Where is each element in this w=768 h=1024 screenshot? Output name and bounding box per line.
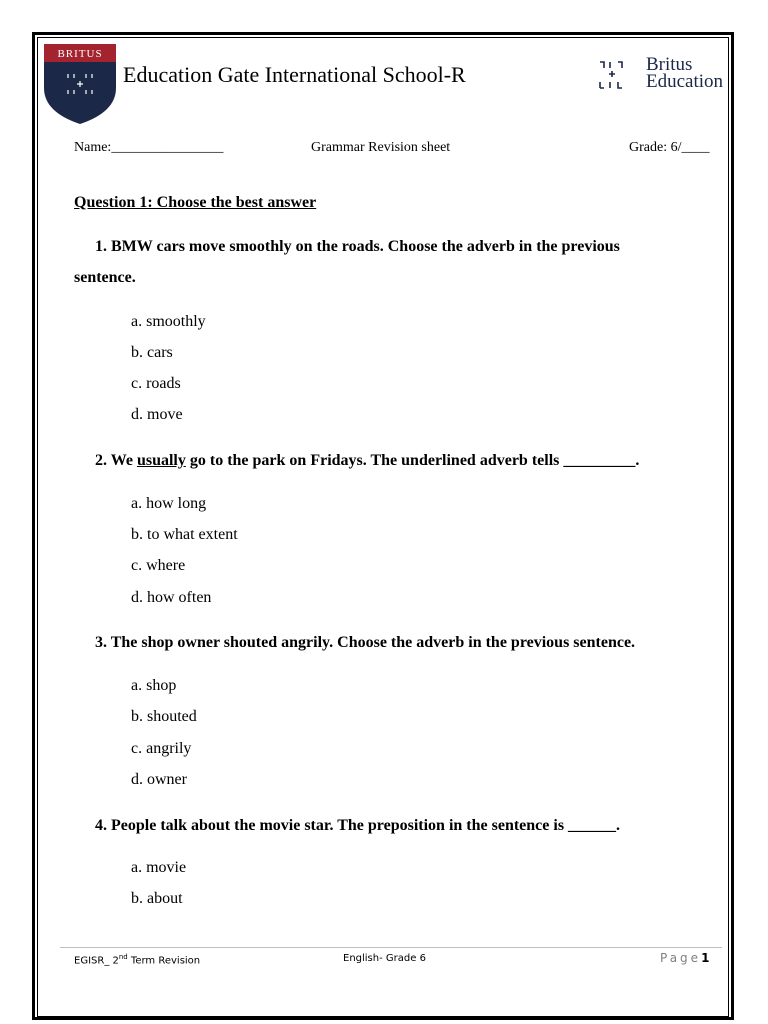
- school-name: Education Gate International School-R: [123, 62, 466, 87]
- brand-line-britus: Britus: [646, 54, 693, 75]
- q1-option-c: c. roads: [131, 375, 181, 392]
- footer-divider: [60, 947, 722, 948]
- question-2-prefix: 2. We: [95, 452, 137, 469]
- school-crest-logo: [44, 44, 116, 124]
- question-2: [95, 452, 639, 470]
- q1-option-a: a. smoothly: [131, 313, 206, 330]
- name-blank: ________________: [111, 140, 224, 155]
- britus-mark-icon: [596, 58, 638, 92]
- footer-page-indicator: [660, 951, 709, 965]
- q3-option-b: b. shouted: [131, 708, 197, 725]
- q2-option-a: a. how long: [131, 495, 207, 512]
- footer-term-label: [74, 953, 200, 966]
- brand-line-education: Education: [646, 71, 724, 92]
- section-title: Question 1: Choose the best answer: [74, 194, 317, 211]
- question-4: 4. People talk about the movie star. The preposition in the sentence is ______.: [95, 817, 621, 834]
- q4-option-a: a. movie: [131, 859, 187, 876]
- name-label: Name:: [74, 140, 112, 155]
- question-1-line-1: 1. BMW cars move smoothly on the roads. Choose the adverb in the previous: [95, 238, 620, 255]
- britus-education-logo: [596, 56, 731, 96]
- q2-option-d: d. how often: [131, 589, 212, 606]
- crest-label: BRITUS: [57, 48, 103, 60]
- sheet-title: Grammar Revision sheet: [311, 140, 451, 155]
- q4-option-b: b. about: [131, 890, 183, 907]
- footer-left-suffix: Term Revision: [127, 955, 201, 967]
- name-field: [74, 140, 223, 156]
- q1-option-d: d. move: [131, 406, 183, 423]
- grade-field: Grade: 6/____: [629, 140, 710, 155]
- question-2-suffix: go to the park on Fridays. The underlined adverb tells _________.: [185, 452, 640, 469]
- q2-option-b: b. to what extent: [131, 526, 238, 543]
- q2-option-c: c. where: [131, 557, 186, 574]
- question-2-underlined-word: usually: [136, 452, 186, 469]
- footer-left-prefix: EGISR_ 2: [74, 955, 119, 967]
- footer-subject: English- Grade 6: [343, 953, 426, 964]
- q3-option-a: a. shop: [131, 677, 177, 694]
- footer-left-sup: nd: [118, 953, 128, 961]
- question-1-line-2: sentence.: [74, 269, 136, 286]
- question-3: 3. The shop owner shouted angrily. Choose the adverb in the previous sentence.: [95, 634, 636, 651]
- footer-page-number: 1: [701, 951, 710, 965]
- q3-option-c: c. angrily: [131, 740, 192, 757]
- footer-page-word: Page: [660, 951, 702, 965]
- q1-option-b: b. cars: [131, 344, 173, 361]
- q3-option-d: d. owner: [131, 771, 187, 788]
